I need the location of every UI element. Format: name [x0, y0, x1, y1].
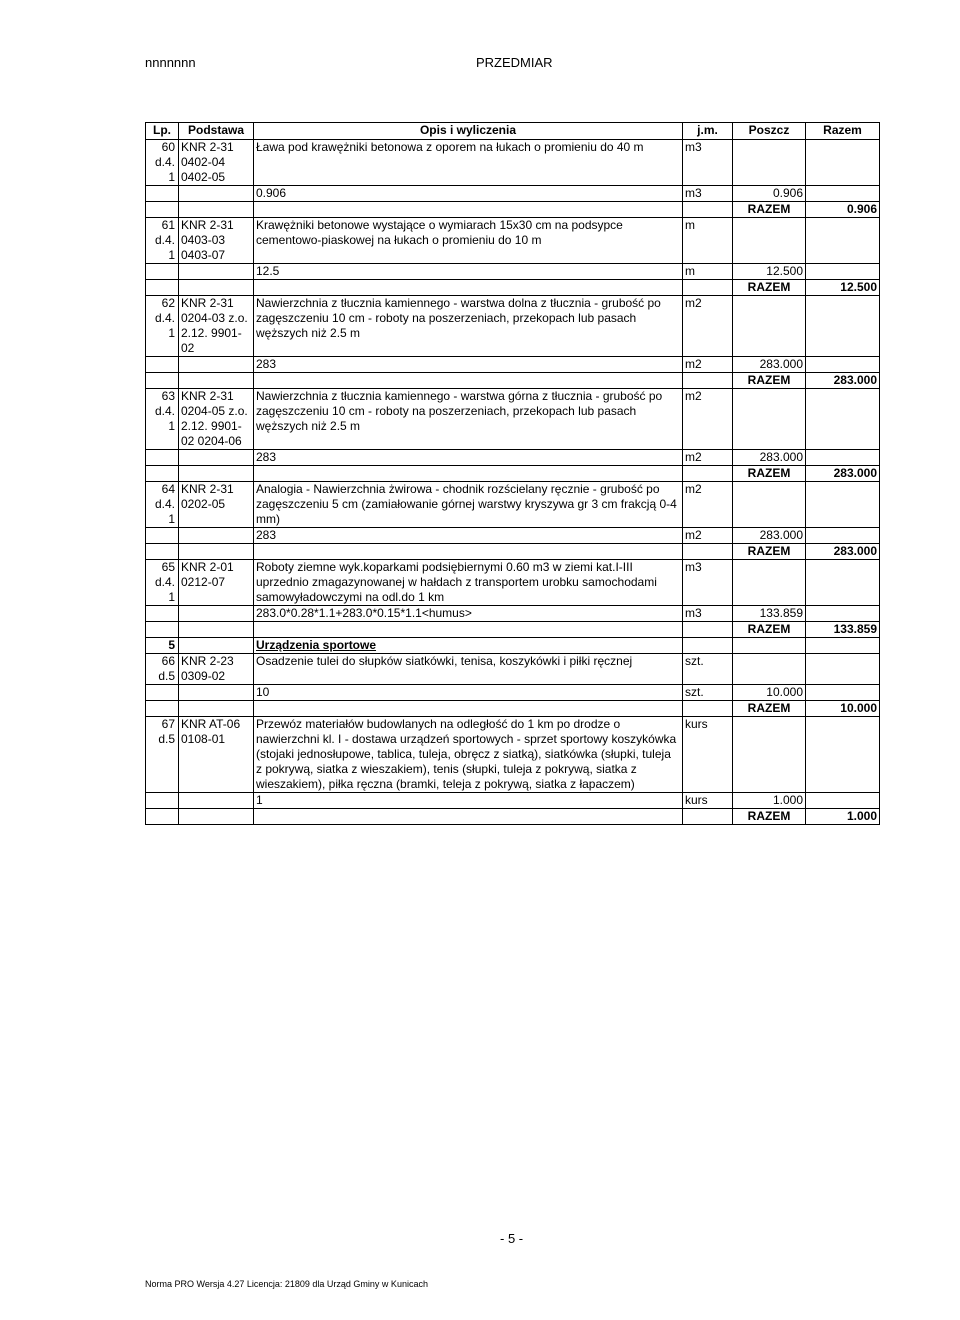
- razem-label: RAZEM: [733, 466, 806, 482]
- item-lp: 1: [168, 590, 175, 604]
- item-lp: 63: [161, 389, 175, 403]
- item-podstawa: 0403-07: [181, 248, 226, 262]
- col-header-poszcz: Poszcz: [733, 123, 806, 140]
- item-lp: d.5: [158, 669, 175, 683]
- item-lp-cell: [146, 140, 179, 186]
- table-header-row: [146, 123, 880, 140]
- item-calc-jm: szt.: [683, 685, 733, 701]
- table-row: [146, 482, 880, 528]
- item-podstawa-cell: [179, 296, 254, 357]
- item-podstawa: 02: [181, 341, 195, 355]
- item-podstawa: KNR 2-31: [181, 218, 234, 232]
- col-header-jm: j.m.: [683, 123, 733, 140]
- item-lp: 64: [161, 482, 175, 496]
- section-title: Urządzenia sportowe: [254, 638, 683, 654]
- razem-row: [146, 466, 880, 482]
- item-opis: Nawierzchnia z tłucznia kamiennego - warstwa dolna z tłucznia - grubość po zagęszczeniu 10 cm - roboty na poszerzeniach, przekopach lub pasach węższych niż 2.5 m: [254, 296, 683, 357]
- item-lp: 1: [168, 512, 175, 526]
- item-podstawa: 0309-02: [181, 669, 226, 683]
- item-opis: Przewóz materiałów budowlanych na odległość do 1 km po drodze o nawierzchni kl. I - dostawa urządzeń sportowych - sprzet sportowy koszykówka (stojaki jednosłupowe, tablica, tuleja, obręcz z siatką), siatkówka (słupki, tuleja z pokrywą, siatka z wieszakiem), tenis (słupki, tuleja z pokrywą, siatka z wieszakiem), piłka ręczna (bramki, teleja z pokrywą, siatka z łapaczem): [254, 717, 683, 793]
- item-lp: d.4.: [154, 497, 175, 511]
- calc-row: [146, 528, 880, 544]
- item-lp: d.4.: [154, 575, 175, 589]
- item-podstawa: 0403-03: [181, 233, 226, 247]
- item-lp: d.5: [158, 732, 175, 746]
- item-calc-jm: m2: [683, 528, 733, 544]
- item-podstawa: KNR 2-31: [181, 296, 234, 310]
- item-calc-jm: m3: [683, 606, 733, 622]
- item-podstawa: KNR 2-23: [181, 654, 234, 668]
- item-podstawa: KNR 2-31: [181, 389, 234, 403]
- item-calc-jm: m3: [683, 186, 733, 202]
- item-jm: m2: [683, 296, 733, 357]
- item-lp: 1: [168, 419, 175, 433]
- item-razem: 283.000: [806, 544, 880, 560]
- razem-label: RAZEM: [733, 373, 806, 389]
- item-lp: 1: [168, 326, 175, 340]
- item-lp: 60: [161, 140, 175, 154]
- item-lp-cell: [146, 717, 179, 793]
- item-calc-jm: kurs: [683, 793, 733, 809]
- item-poszcz: 133.859: [733, 606, 806, 622]
- razem-label: RAZEM: [733, 202, 806, 218]
- razem-row: [146, 280, 880, 296]
- item-podstawa: KNR 2-31: [181, 482, 234, 496]
- item-lp: 61: [161, 218, 175, 232]
- item-podstawa: 0204-05 z.o.: [181, 404, 248, 418]
- item-jm: m3: [683, 560, 733, 606]
- item-lp: 62: [161, 296, 175, 310]
- item-razem: 283.000: [806, 373, 880, 389]
- item-podstawa: 0402-04: [181, 155, 226, 169]
- calc-row: [146, 357, 880, 373]
- item-poszcz: 0.906: [733, 186, 806, 202]
- item-lp-cell: [146, 560, 179, 606]
- item-poszcz: 12.500: [733, 264, 806, 280]
- page-title: PRZEDMIAR: [476, 55, 553, 70]
- item-podstawa: 2.12. 9901-: [181, 419, 242, 433]
- item-lp: 66: [161, 654, 175, 668]
- calc-row: [146, 606, 880, 622]
- item-calc: 12.5: [254, 264, 683, 280]
- item-podstawa: 0212-07: [181, 575, 226, 589]
- item-opis: Nawierzchnia z tłucznia kamiennego - warstwa górna z tłucznia - grubość po zagęszczeniu 10 cm - roboty na poszerzeniach, przekopach lub pasach węższych niż 2.5 m: [254, 389, 683, 450]
- item-lp-cell: [146, 482, 179, 528]
- item-lp-cell: [146, 654, 179, 685]
- calc-row: [146, 793, 880, 809]
- item-razem: 12.500: [806, 280, 880, 296]
- item-podstawa: 0204-03 z.o.: [181, 311, 248, 325]
- razem-row: [146, 701, 880, 717]
- item-podstawa-cell: [179, 717, 254, 793]
- item-podstawa-cell: [179, 140, 254, 186]
- section-lp: 5: [146, 638, 179, 654]
- razem-row: [146, 622, 880, 638]
- table-row: [146, 654, 880, 685]
- item-poszcz: 283.000: [733, 528, 806, 544]
- item-podstawa: 2.12. 9901-: [181, 326, 242, 340]
- razem-row: [146, 202, 880, 218]
- razem-label: RAZEM: [733, 809, 806, 825]
- item-podstawa: KNR AT-06: [181, 717, 241, 731]
- item-calc: 283: [254, 450, 683, 466]
- item-calc: 10: [254, 685, 683, 701]
- item-jm: m2: [683, 389, 733, 450]
- table-row: [146, 218, 880, 264]
- item-podstawa: KNR 2-01: [181, 560, 234, 574]
- calc-row: [146, 264, 880, 280]
- razem-label: RAZEM: [733, 701, 806, 717]
- table-row: [146, 560, 880, 606]
- item-lp: d.4.: [154, 311, 175, 325]
- item-jm: kurs: [683, 717, 733, 793]
- razem-row: [146, 809, 880, 825]
- item-razem: 1.000: [806, 809, 880, 825]
- col-header-opis: Opis i wyliczenia: [254, 123, 683, 140]
- item-jm: m3: [683, 140, 733, 186]
- item-poszcz: 283.000: [733, 357, 806, 373]
- table-row: [146, 717, 880, 793]
- item-calc: 0.906: [254, 186, 683, 202]
- item-opis: Roboty ziemne wyk.koparkami podsiębiernymi 0.60 m3 w ziemi kat.I-III uprzednio zmagazynowanej w hałdach z transportem urobku samochodami samowyładowczymi na odl.do 1 km: [254, 560, 683, 606]
- razem-row: [146, 373, 880, 389]
- item-podstawa: 02 0204-06: [181, 434, 242, 448]
- item-razem: 133.859: [806, 622, 880, 638]
- item-poszcz: 1.000: [733, 793, 806, 809]
- calc-row: [146, 685, 880, 701]
- footer-license: Norma PRO Wersja 4.27 Licencja: 21809 dla Urząd Gminy w Kunicach: [145, 1279, 428, 1289]
- item-lp: 1: [168, 248, 175, 262]
- header-left-text: nnnnnnn: [145, 55, 196, 70]
- razem-row: [146, 544, 880, 560]
- przedmiar-table: [145, 122, 880, 825]
- item-jm: szt.: [683, 654, 733, 685]
- item-lp: d.4.: [154, 155, 175, 169]
- item-opis: Analogia - Nawierzchnia żwirowa - chodnik rozścielany ręcznie - grubość po zagęszczeniu 5 cm (zamiałowanie górnej warstwy kryszywa gr 3 cm frakcją 0-4 mm): [254, 482, 683, 528]
- item-razem: 0.906: [806, 202, 880, 218]
- page-number: - 5 -: [500, 1231, 524, 1246]
- item-podstawa: 0202-05: [181, 497, 226, 511]
- item-calc: 283: [254, 357, 683, 373]
- item-jm: m: [683, 218, 733, 264]
- col-header-razem: Razem: [806, 123, 880, 140]
- item-lp: d.4.: [154, 233, 175, 247]
- item-opis: Krawężniki betonowe wystające o wymiarach 15x30 cm na podsypce cementowo-piaskowej na łukach o promieniu do 10 m: [254, 218, 683, 264]
- item-calc: 283.0*0.28*1.1+283.0*0.15*1.1<humus>: [254, 606, 683, 622]
- item-lp-cell: [146, 218, 179, 264]
- item-poszcz: 283.000: [733, 450, 806, 466]
- calc-row: [146, 450, 880, 466]
- item-podstawa: KNR 2-31: [181, 140, 234, 154]
- item-calc-jm: m: [683, 264, 733, 280]
- item-lp: d.4.: [154, 404, 175, 418]
- item-podstawa-cell: [179, 560, 254, 606]
- item-podstawa-cell: [179, 218, 254, 264]
- razem-label: RAZEM: [733, 544, 806, 560]
- item-calc: 283: [254, 528, 683, 544]
- section-row: [146, 638, 880, 654]
- calc-row: [146, 186, 880, 202]
- item-razem: 10.000: [806, 701, 880, 717]
- item-calc-jm: m2: [683, 357, 733, 373]
- table-row: [146, 389, 880, 450]
- table-row: [146, 296, 880, 357]
- item-razem: 283.000: [806, 466, 880, 482]
- item-calc: 1: [254, 793, 683, 809]
- item-podstawa-cell: [179, 654, 254, 685]
- item-opis: Osadzenie tulei do słupków siatkówki, tenisa, koszykówki i piłki ręcznej: [254, 654, 683, 685]
- item-jm: m2: [683, 482, 733, 528]
- item-calc-jm: m2: [683, 450, 733, 466]
- item-lp: 65: [161, 560, 175, 574]
- col-header-podstawa: Podstawa: [179, 123, 254, 140]
- item-podstawa: 0108-01: [181, 732, 226, 746]
- item-podstawa-cell: [179, 482, 254, 528]
- item-lp-cell: [146, 389, 179, 450]
- item-podstawa: 0402-05: [181, 170, 226, 184]
- item-opis: Ława pod krawężniki betonowa z oporem na łukach o promieniu do 40 m: [254, 140, 683, 186]
- col-header-lp: Lp.: [146, 123, 179, 140]
- item-lp: 1: [168, 170, 175, 184]
- item-lp: 67: [161, 717, 175, 731]
- razem-label: RAZEM: [733, 622, 806, 638]
- table-row: [146, 140, 880, 186]
- item-podstawa-cell: [179, 389, 254, 450]
- item-lp-cell: [146, 296, 179, 357]
- item-poszcz: 10.000: [733, 685, 806, 701]
- razem-label: RAZEM: [733, 280, 806, 296]
